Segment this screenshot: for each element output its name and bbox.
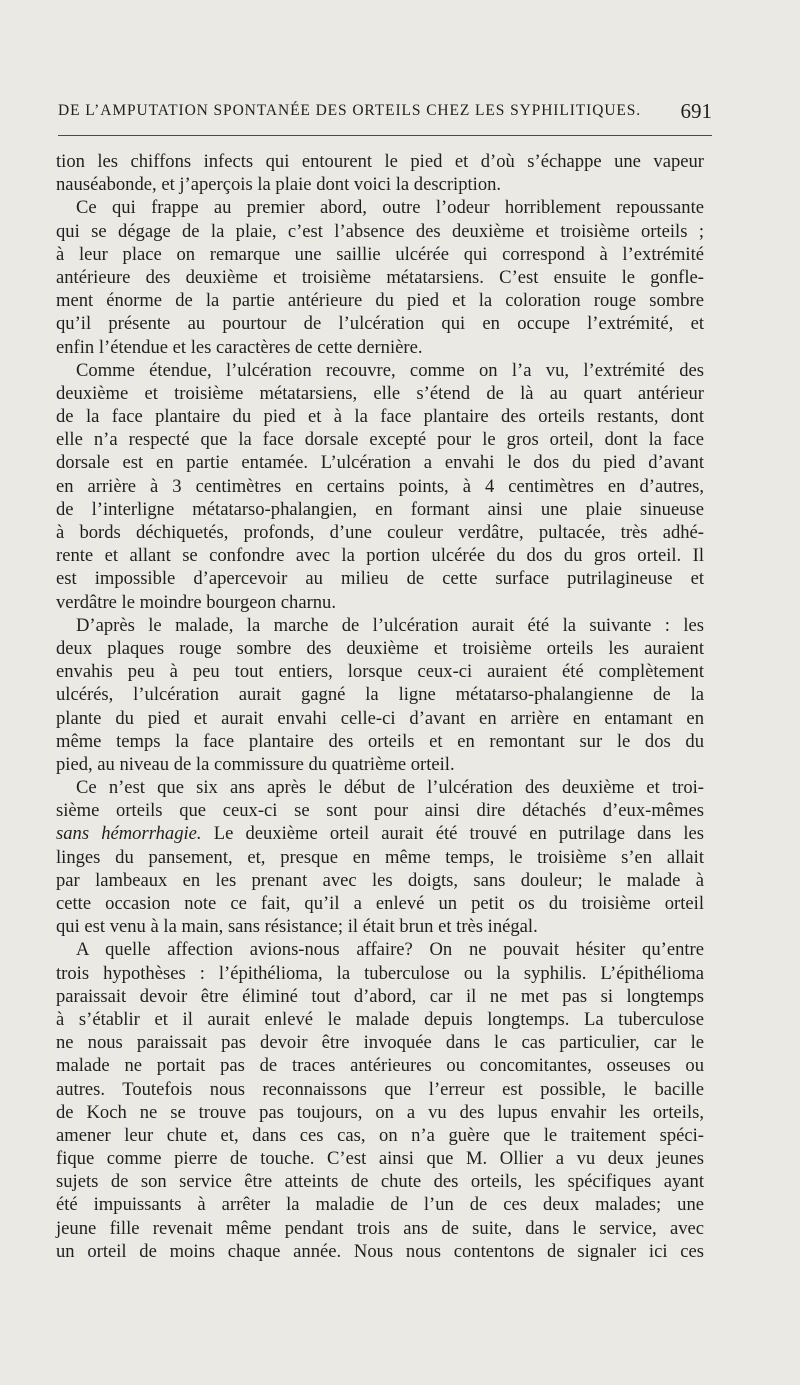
text-line: ment énorme de la partie antérieure du pied et la coloration rouge sombre [56,290,704,312]
text-line: cette occasion note ce fait, qu’il a enlevé un petit os du troisième orteil [56,893,704,914]
text-line: ne nous paraissait pas devoir être invoquée dans le cas particulier, car le [56,1032,704,1054]
text-line: été impuissants à arrêter la maladie de l’un de ces deux malades; une [56,1194,704,1216]
text-line: en arrière à 3 centimètres en certains points, à 4 centimètres en d’autres, [56,475,704,497]
text-line: qui est venu à la main, sans résistance; il était brun et très inégal. [56,916,538,938]
text-line: sième orteils que ceux-ci se sont pour ainsi dire détachés d’eux-mêmes [56,800,704,822]
text-line: rente et allant se confondre avec la portion ulcérée du dos du gros orteil. Il [56,545,704,567]
text-line: deuxième et troisième métatarsiens, elle s’étend de là au quart antérieur [56,382,704,404]
text-line: de la face plantaire du pied et à la face plantaire des orteils restants, dont [56,406,704,428]
text-line: de Koch ne se trouve pas toujours, on a vu des lupus envahir les orteils, [56,1101,704,1123]
text-line: malade ne portait pas de traces antérieures ou concomitantes, osseuses ou [56,1055,704,1077]
text-line: tion les chiffons infects qui entourent le pied et d’où s’échappe une vapeur [56,151,704,172]
text-line: autres. Toutefois nous reconnaissons que l’erreur est possible, le bacille [56,1078,704,1100]
text-line: elle n’a respecté que la face dorsale excepté pour le gros orteil, dont la face [56,429,704,451]
running-title: DE L’AMPUTATION SPONTANÉE DES ORTEILS CHEZ LES SYPHILITIQUES. [58,102,642,119]
text-line: linges du pansement, et, presque en même temps, le troisième s’en allait [56,846,704,868]
text-line: verdâtre le moindre bourgeon charnu. [56,591,337,613]
text-line: Comme étendue, l’ulcération recouvre, comme on l’a vu, l’extrémité des [76,359,704,381]
text-line: par lambeaux en les prenant avec les doigts, sans douleur; le malade à [56,869,704,891]
text-line: D’après le malade, la marche de l’ulcération aurait été la suivante : les [76,614,704,636]
text-line: pied, au niveau de la commissure du quatrième orteil. [56,753,455,775]
text-line: amener leur chute et, dans ces cas, on n’a guère que le traitement spéci- [56,1124,704,1146]
text-line: même temps la face plantaire des orteils et en remontant sur le dos du [56,730,704,752]
text-line: qui se dégage de la plaie, c’est l’absence des deuxième et troisième orteils ; [56,220,704,242]
text-line-with-italic [56,822,704,845]
text-line: A quelle affection avions-nous affaire? On ne pouvait hésiter qu’entre [76,939,704,961]
text-line: nauséabonde, et j’aperçois la plaie dont voici la description. [56,174,502,196]
text-line: deux plaques rouge sombre des deuxième et troisième orteils les auraient [56,637,704,659]
text-line: plante du pied et aurait envahi celle-ci d’avant en arrière en entamant en [56,707,704,729]
body-text [56,150,704,1263]
text-line: qu’il présente au pourtour de l’ulcération qui en occupe l’extrémité, et [56,313,704,335]
text-line: jeune fille revenait même pendant trois ans de suite, dans le service, avec [56,1217,704,1239]
text-line: enfin l’étendue et les caractères de cette dernière. [56,336,423,358]
running-header [58,99,712,128]
header-rule [58,135,712,136]
text-line: est impossible d’apercevoir au milieu de cette surface putrilagineuse et [56,568,704,590]
text-line: Ce n’est que six ans après le début de l’ulcération des deuxième et troi- [76,777,704,799]
text-line: paraissait devoir être éliminé tout d’abord, car il ne met pas si longtemps [56,985,704,1007]
text-line: un orteil de moins chaque année. Nous nous contentons de signaler ici ces [56,1240,704,1262]
text-line: fique comme pierre de touche. C’est ainsi que M. Ollier a vu deux jeunes [56,1148,704,1170]
text-line: dorsale est en partie entamée. L’ulcération a envahi le dos du pied d’avant [56,452,704,474]
text-line: Ce qui frappe au premier abord, outre l’odeur horriblement repoussante [76,197,704,219]
text-line: antérieure des deuxième et troisième métatarsiens. C’est ensuite le gonfle- [56,266,704,288]
text-line: à leur place on remarque une saillie ulcérée qui correspond à l’extrémité [56,243,704,265]
text-line: ulcérés, l’ulcération aurait gagné la ligne métatarso-phalangienne de la [56,684,704,706]
text-line: à s’établir et il aurait enlevé le malade depuis longtemps. La tuberculose [56,1008,704,1030]
text-line: sujets de son service être atteints de chute des orteils, les spécifiques ayant [56,1171,704,1193]
text-line-rest: Le deuxième orteil aurait été trouvé en putrilage dans les [201,823,704,845]
page-number: 691 [680,99,712,123]
text-line: trois hypothèses : l’épithélioma, la tuberculose ou la syphilis. L’épithélioma [56,962,704,984]
italic-phrase: sans hémorrhagie. [56,823,202,845]
text-line: à bords déchiquetés, profonds, d’une couleur verdâtre, pultacée, très adhé- [56,522,704,543]
text-line: de l’interligne métatarso-phalangien, en formant ainsi une plaie sinueuse [56,498,704,520]
text-line: envahis peu à peu tout entiers, lorsque ceux-ci auraient été complètement [56,661,704,683]
